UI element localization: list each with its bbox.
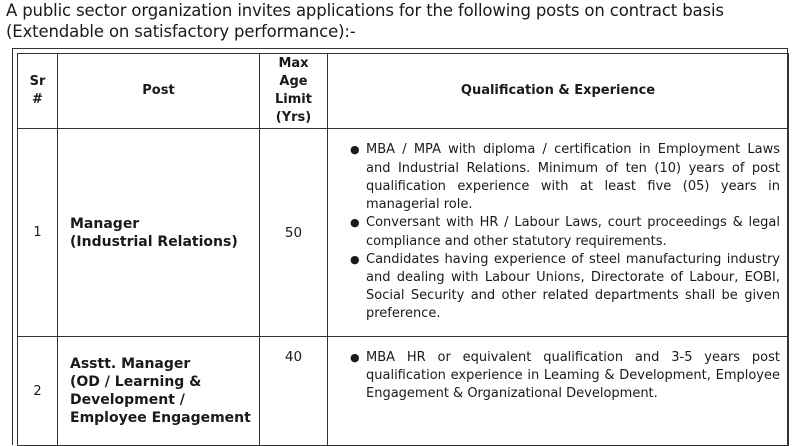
bullet-icon: ● xyxy=(350,143,360,157)
qualification-list xyxy=(328,135,788,329)
row-qualifications xyxy=(328,129,789,337)
row-age: 40 xyxy=(260,337,328,446)
qualification-text: MBA HR or equivalent qualification and 3-5 years post qualification experience in Leaming & Development, Employee Engagement & Organizational Development. xyxy=(366,350,780,402)
qualification-text: Conversant with HR / Labour Laws, court proceedings & legal compliance and other statutory requirements. xyxy=(366,215,780,249)
bullet-icon: ● xyxy=(350,252,360,266)
qualification-item xyxy=(328,251,780,324)
qualification-item xyxy=(328,214,780,250)
post-subtitle: (OD / Learning & Development / Employee Engagement xyxy=(70,374,251,426)
header-age xyxy=(260,54,328,129)
qualification-item xyxy=(328,141,780,214)
table-row xyxy=(18,337,789,446)
row-age: 50 xyxy=(260,129,328,337)
jobs-table xyxy=(17,53,789,446)
header-qualification: Qualification & Experience xyxy=(328,54,789,129)
post-subtitle: (Industrial Relations) xyxy=(70,233,238,250)
row-sr: 1 xyxy=(18,129,58,337)
table-row xyxy=(18,129,789,337)
row-post xyxy=(58,337,260,446)
row-sr: 2 xyxy=(18,337,58,446)
header-age-label: Max Age Limit (Yrs) xyxy=(275,56,312,125)
post-title: Asstt. Manager xyxy=(70,356,191,372)
header-post: Post xyxy=(58,54,260,129)
qualification-text: Candidates having experience of steel manufacturing industry and dealing with Labour Unions, Directorate of Labour, EOBI, Social Security and other related departments shall be given preference. xyxy=(366,251,780,322)
header-sr xyxy=(18,54,58,129)
row-qualifications xyxy=(328,337,789,446)
intro-text: A public sector organization invites applications for the following posts on contract basis (Extendable on satisfactory performance):- xyxy=(6,1,724,41)
qualification-text: MBA / MPA with diploma / certification in Employment Laws and Industrial Relations. Minimum of ten (10) years of post qualification experience with at least five (05) years in managerial role. xyxy=(366,142,780,213)
bullet-icon: ● xyxy=(350,351,360,364)
table-header-row xyxy=(18,54,789,129)
qualification-item xyxy=(328,349,780,404)
row-post xyxy=(58,129,260,337)
header-sr-label: Sr # xyxy=(29,74,46,107)
bullet-icon: ● xyxy=(350,216,360,230)
post-title: Manager xyxy=(70,215,140,232)
qualification-list xyxy=(328,337,788,410)
